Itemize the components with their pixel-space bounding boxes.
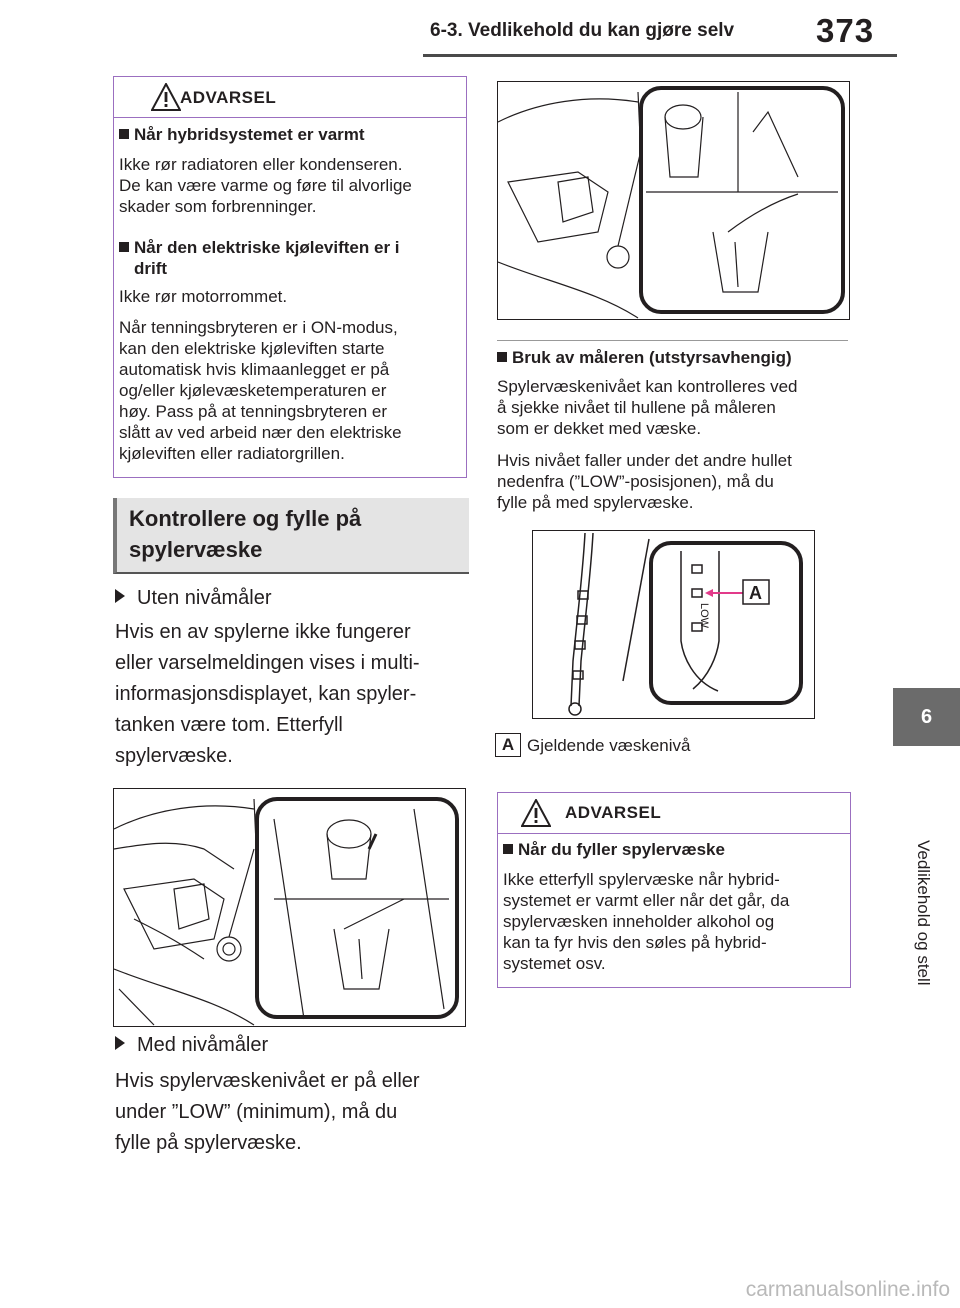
warning-text: Ikke etterfyll spylervæske når hybrid- systemet er varmt eller når det går, da spylervæsken inneholder alkohol og kan ta fyr hvis den søles på hybrid- systemet osv. <box>503 870 790 973</box>
warning-text-3: Når tenningsbryteren er i ON-modus, kan den elektriske kjøleviften starte automatisk hvis klimaanlegget er på og/eller kjølevæsketemperaturen er høy. Pass på at tenningsbryteren er slått av ved arbeid nær den elektriske kjøleviften eller radiatorgrillen. <box>119 318 402 463</box>
dipstick-illustration <box>533 531 814 718</box>
warning-box-washer <box>497 792 851 988</box>
header-rule <box>423 54 897 57</box>
warning-text-1: Ikke rør radiatoren eller kondenseren. De kan være varme og føre til alvorlige skader som forbrenninger. <box>119 155 412 216</box>
warning-text-2: Ikke rør motorrommet. <box>119 287 288 306</box>
paragraph-with-gauge: Hvis spylervæskenivået er på eller under ”LOW” (minimum), må du fylle på spylervæske. <box>115 1070 420 1154</box>
engine-bay-figure-right <box>497 81 850 320</box>
chapter-label-text: Vedlikehold og stell <box>914 840 933 986</box>
engine-bay-figure-left <box>113 788 466 1027</box>
legend-key-a: A <box>495 733 521 757</box>
bullet-with-gauge: Med nivåmåler <box>115 1030 268 1061</box>
engine-bay-gauge-illustration <box>498 82 849 319</box>
watermark: carmanualsonline.info <box>745 1278 950 1301</box>
page-number: 373 <box>816 12 875 49</box>
bullet-without-gauge: Uten nivåmåler <box>115 583 272 614</box>
gauge-paragraph-2: Hvis nivået faller under det andre hullet nedenfra (”LOW”-posisjonen), må du fylle på med spylervæske. <box>497 451 792 512</box>
callout-a-label: A <box>749 583 762 603</box>
arrow-bullet-icon <box>115 1036 125 1050</box>
warning-subheading-1: Når hybridsystemet er varmt <box>119 124 365 145</box>
divider <box>497 340 848 341</box>
warning-subheading: Når du fyller spylervæske <box>503 839 725 860</box>
chapter-tab: 6 <box>893 688 960 746</box>
gauge-subheading: Bruk av måleren (utstyrsavhengig) <box>497 347 792 368</box>
bullet-square-icon <box>119 242 129 252</box>
warning-triangle-icon <box>151 83 181 111</box>
warning-box-hybrid <box>113 76 467 478</box>
bullet-square-icon <box>497 352 507 362</box>
warning-subheading-2: Når den elektriske kjøleviften er i drift <box>119 237 400 279</box>
bullet-square-icon <box>503 844 513 854</box>
warning-header <box>114 77 466 118</box>
arrow-bullet-icon <box>115 589 125 603</box>
gauge-low-label: LOW <box>698 603 710 629</box>
level-gauge-figure <box>532 530 815 719</box>
warning-header <box>498 793 850 834</box>
gauge-paragraph-1: Spylervæskenivået kan kontrolleres ved å sjekke nivået til hullene på måleren som er dekket med væske. <box>497 377 798 438</box>
section-title: 6-3. Vedlikehold du kan gjøre selv <box>430 20 735 41</box>
bullet-square-icon <box>119 129 129 139</box>
warning-title: ADVARSEL <box>565 803 662 822</box>
engine-bay-illustration <box>114 789 465 1026</box>
section-heading: Kontrollere og fylle på spylervæske <box>113 498 469 574</box>
legend-text: Gjeldende væskenivå <box>527 736 691 755</box>
paragraph-without-gauge: Hvis en av spylerne ikke fungerer eller varselmeldingen vises i multi- informasjonsdisplayet, kan spyler- tanken være tom. Etterfyll spylervæske. <box>115 621 420 767</box>
warning-title: ADVARSEL <box>180 88 277 107</box>
warning-triangle-icon <box>521 799 551 827</box>
chapter-label <box>870 750 960 986</box>
